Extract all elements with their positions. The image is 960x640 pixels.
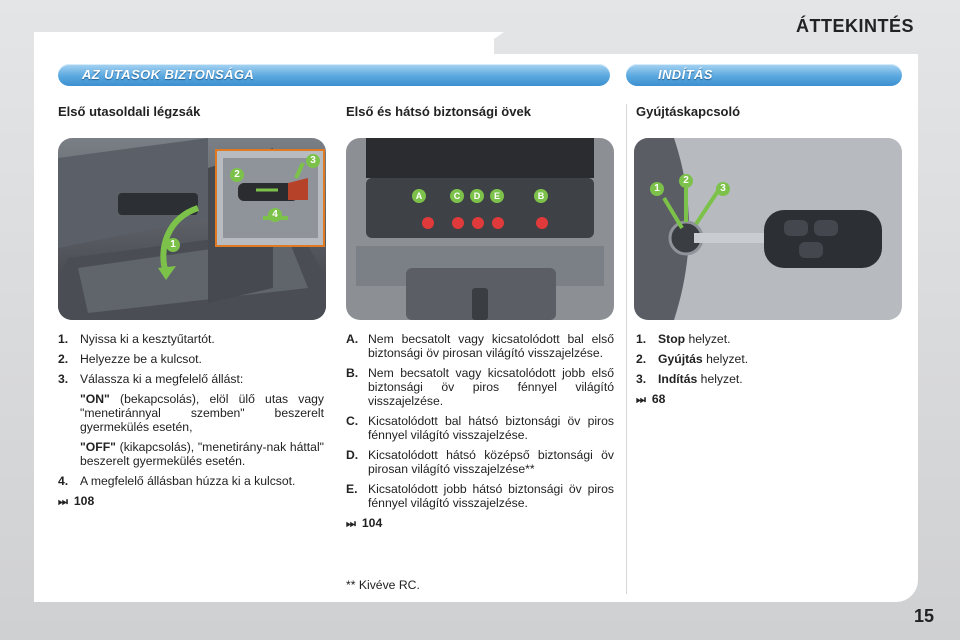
skip-forward-icon: ⏭ xyxy=(58,496,68,508)
skip-forward-icon: ⏭ xyxy=(346,518,356,530)
list-item xyxy=(346,332,614,360)
callout-A: A xyxy=(412,186,426,204)
item-text: Kicsatolódott jobb hátsó biztonsági öv piros fénnyel világító visszajelzése. xyxy=(368,482,614,510)
ignition-positions xyxy=(636,332,902,407)
item-text: Nem becsatolt vagy kicsatolódott jobb első biztonsági öv piros fénnyel világító visszajelzése. xyxy=(368,366,614,408)
banner-starting-label: INDÍTÁS xyxy=(658,67,713,82)
item-text: helyzet. xyxy=(702,352,749,366)
item-number: 4. xyxy=(58,474,69,488)
list-item xyxy=(346,414,614,442)
callout-ignition-2: 2 xyxy=(679,170,693,188)
callout-ignition-3: 3 xyxy=(716,178,730,196)
item-text: helyzet. xyxy=(685,332,731,346)
seatbelt-indicators xyxy=(346,332,614,531)
item-text: Helyezze be a kulcsot. xyxy=(80,352,202,366)
banner-passenger-safety xyxy=(58,64,610,86)
list-item xyxy=(58,332,324,346)
ignition-title: Gyújtáskapcsoló xyxy=(636,104,741,119)
banner-starting xyxy=(626,64,902,86)
item-text: Válassza ki a megfelelő állást: xyxy=(80,372,244,386)
off-text: (kikapcsolás), "menetirány-nak háttal" beszerelt gyermekülés esetén. xyxy=(80,440,324,468)
banner-passenger-safety-label: AZ UTASOK BIZTONSÁGA xyxy=(82,67,255,82)
list-item xyxy=(346,482,614,510)
item-letter: A. xyxy=(346,332,359,346)
section-header-title: ÁTTEKINTÉS xyxy=(795,16,914,36)
item-number: 3. xyxy=(58,372,69,386)
callout-4: 4 xyxy=(268,204,282,222)
item-number: 2. xyxy=(636,352,647,366)
list-item xyxy=(58,474,324,488)
page-reference-number: 108 xyxy=(73,494,95,508)
item-text: Nyissa ki a kesztyűtartót. xyxy=(80,332,215,346)
airbag-title: Első utasoldali légzsák xyxy=(58,104,201,119)
page-reference-number: 104 xyxy=(361,516,383,530)
on-label: "ON" xyxy=(80,392,110,406)
list-item xyxy=(346,448,614,476)
list-item xyxy=(58,372,324,386)
list-item xyxy=(636,332,902,346)
on-position-note xyxy=(80,392,324,434)
position-name: Indítás xyxy=(658,372,698,386)
item-letter: B. xyxy=(346,366,359,380)
page-reference[interactable] xyxy=(346,516,614,531)
seatbelt-display-photo xyxy=(346,138,614,320)
off-position-note xyxy=(80,440,324,468)
list-item xyxy=(58,352,324,366)
position-name: Gyújtás xyxy=(658,352,703,366)
item-text: Nem becsatolt vagy kicsatolódott bal első biztonsági öv pirosan világító visszajelzése. xyxy=(368,332,614,360)
item-number: 3. xyxy=(636,372,647,386)
callout-E: E xyxy=(490,186,504,204)
item-letter: E. xyxy=(346,482,358,496)
footnote: ** Kivéve RC. xyxy=(346,578,420,592)
ignition-key-photo xyxy=(634,138,902,320)
item-letter: C. xyxy=(346,414,359,428)
airbag-switch-photo xyxy=(58,138,326,320)
item-text: A megfelelő állásban húzza ki a kulcsot. xyxy=(80,474,296,488)
item-number: 2. xyxy=(58,352,69,366)
callout-1: 1 xyxy=(166,234,180,252)
page-reference-number: 68 xyxy=(651,392,666,406)
callout-C: C xyxy=(450,186,464,204)
callout-D: D xyxy=(470,186,484,204)
sheet-tab-slope xyxy=(470,32,504,56)
callout-B: B xyxy=(534,186,548,204)
list-item xyxy=(636,372,902,386)
off-label: "OFF" xyxy=(80,440,116,454)
skip-forward-icon: ⏭ xyxy=(636,394,646,406)
page-reference[interactable] xyxy=(58,494,324,509)
item-text: Kicsatolódott bal hátsó biztonsági öv piros fénnyel világító visszajelzése. xyxy=(368,414,614,442)
item-letter: D. xyxy=(346,448,359,462)
on-text: (bekapcsolás), elöl ülő utas vagy "menetiránnyal szemben" beszerelt gyermekülés esetén, xyxy=(80,392,324,434)
item-text: Kicsatolódott hátsó középső biztonsági öv pirosan világító visszajelzése** xyxy=(368,448,614,476)
item-number: 1. xyxy=(58,332,69,346)
page-reference[interactable] xyxy=(636,392,902,407)
page-number: 15 xyxy=(913,606,934,626)
item-number: 1. xyxy=(636,332,647,346)
callout-3: 3 xyxy=(306,150,320,168)
item-text: helyzet. xyxy=(697,372,743,386)
column-divider xyxy=(626,104,627,594)
position-name: Stop xyxy=(658,332,686,346)
callout-ignition-1: 1 xyxy=(650,178,664,196)
airbag-instructions xyxy=(58,332,324,509)
seatbelt-title: Első és hátsó biztonsági övek xyxy=(346,104,531,119)
callout-2: 2 xyxy=(230,164,244,182)
list-item xyxy=(346,366,614,408)
list-item xyxy=(636,352,902,366)
